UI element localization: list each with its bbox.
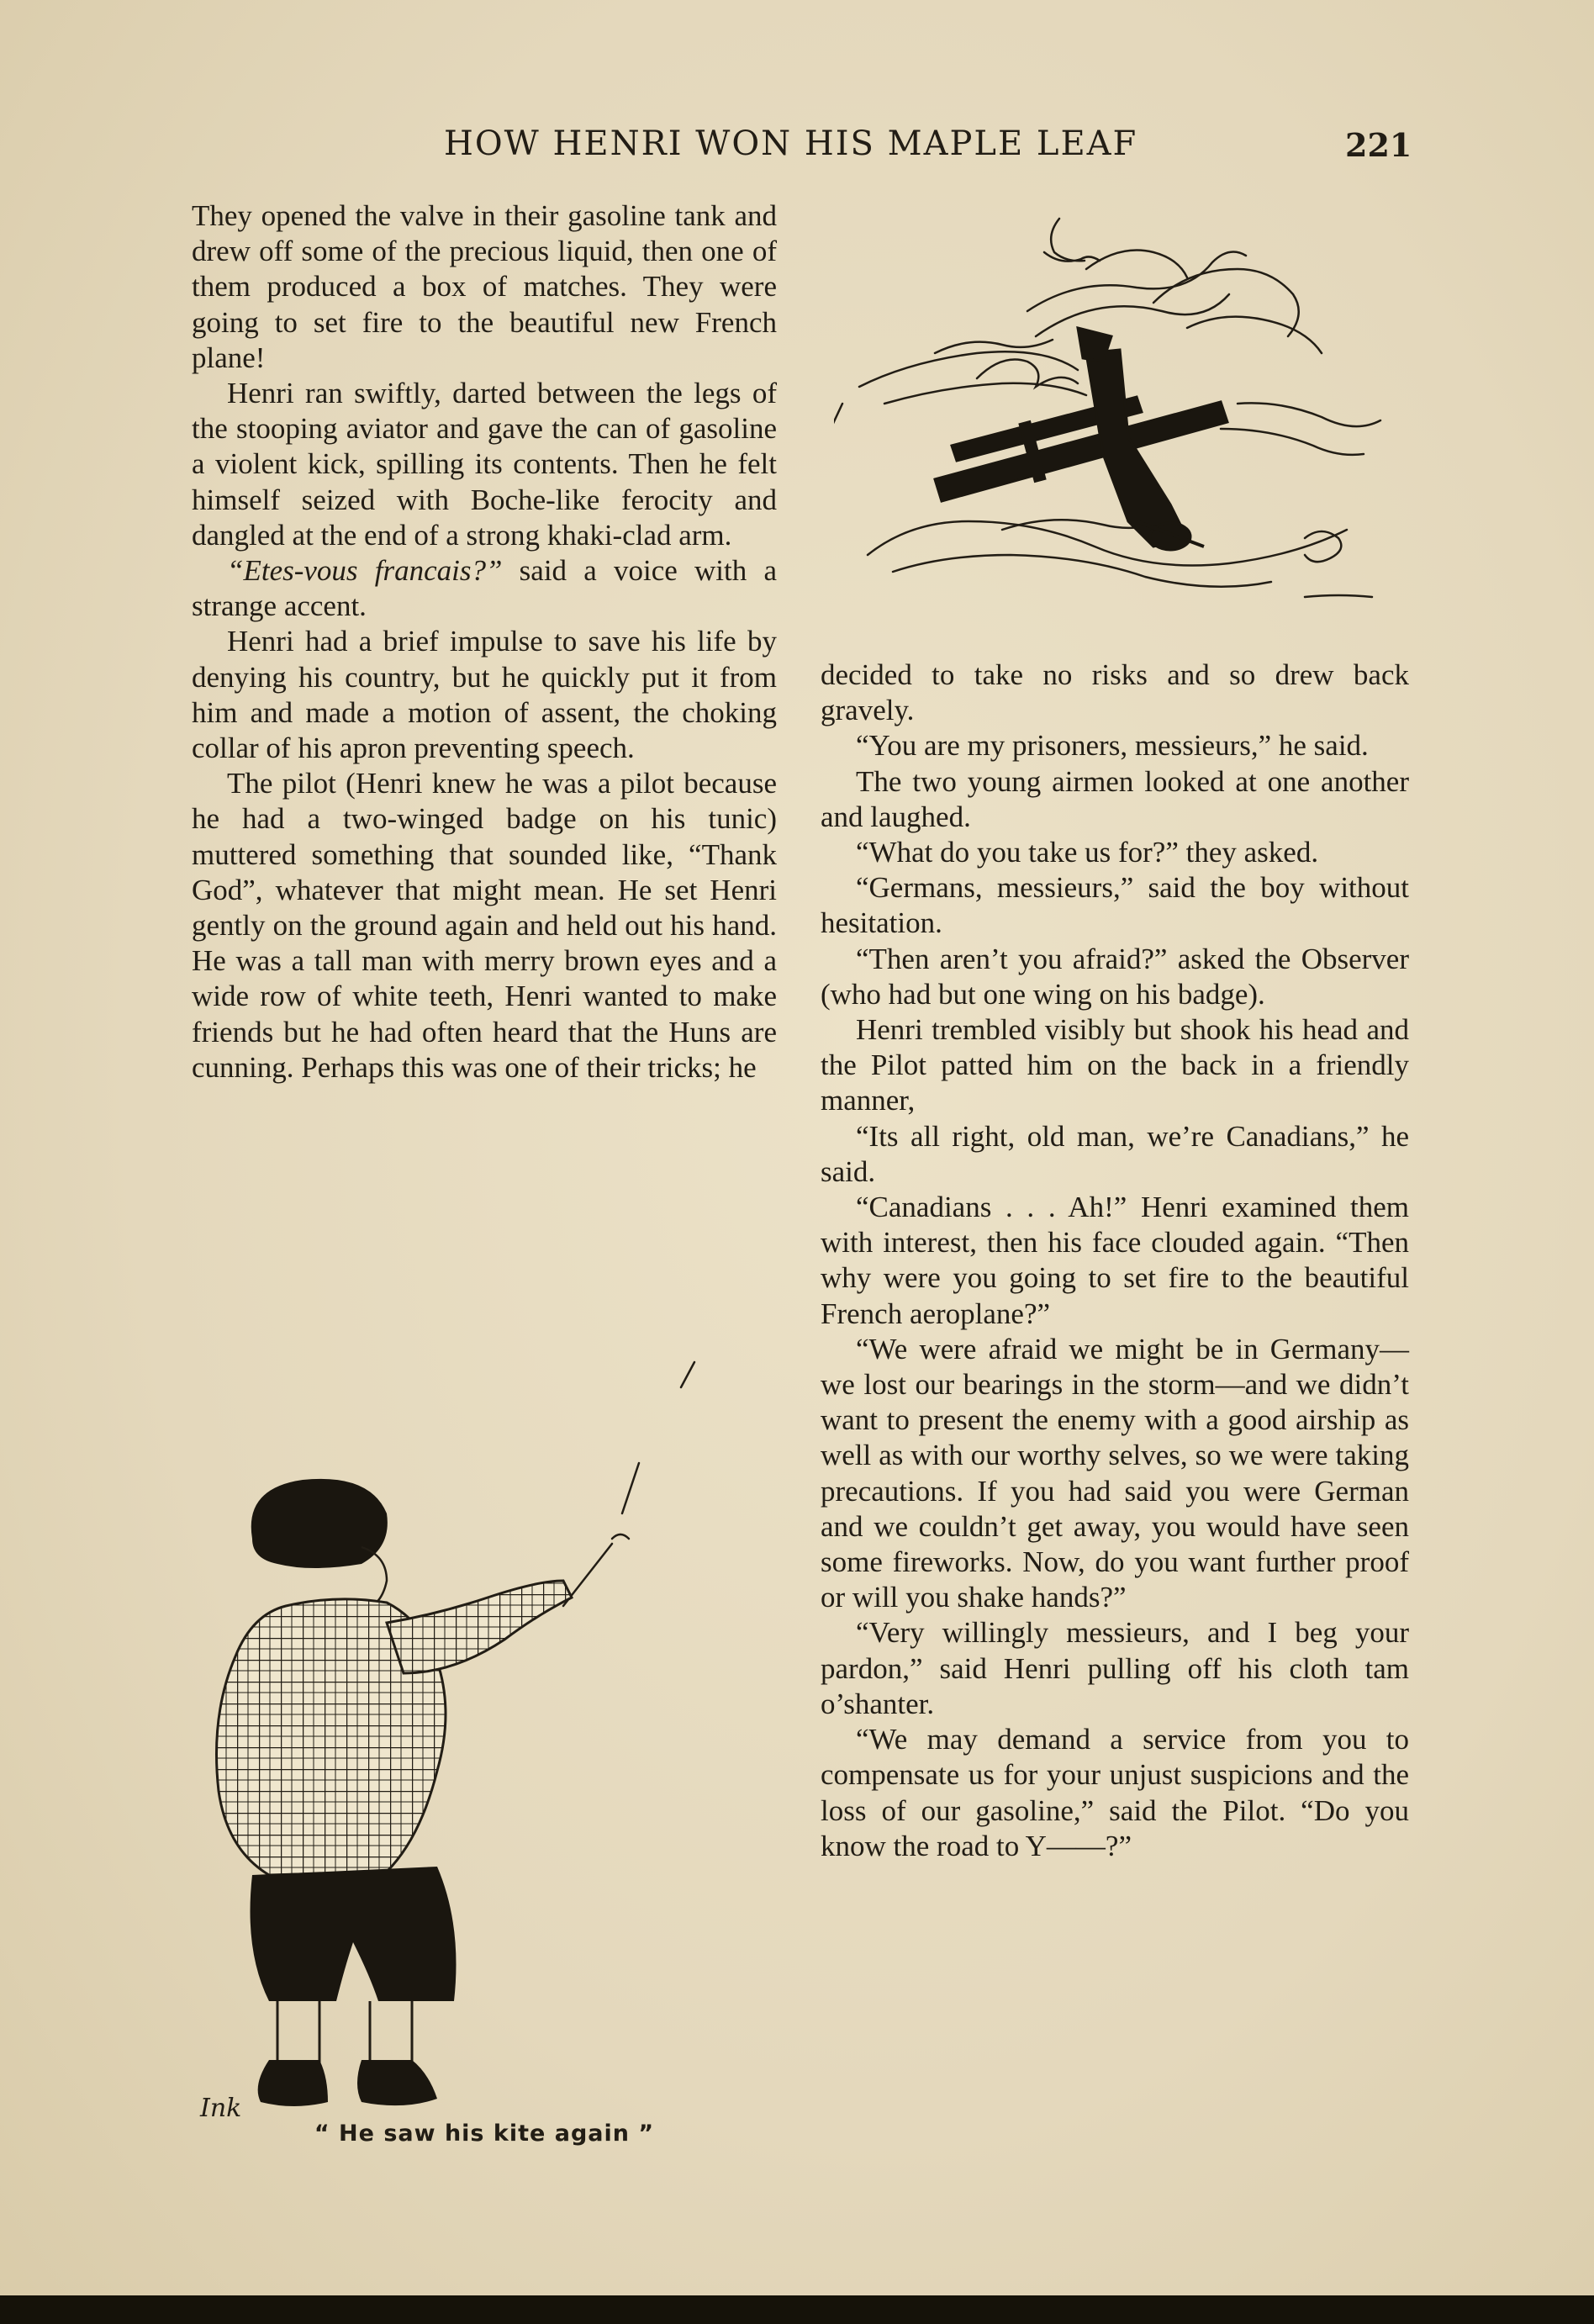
paragraph: They opened the valve in their gasoline tank and drew off some of the precious liquid, then one of them produced a box of matches. They were going to set fire to the beautiful new French plane!	[192, 199, 777, 374]
paragraph: “We may demand a service from you to compensate us for your unjust suspicions and the loss of our gasoline,” said the Pilot. “Do you know the road to Y——?”	[821, 1723, 1409, 1862]
paragraph: decided to take no risks and so drew back gravely.	[821, 658, 1409, 727]
paragraph: Henri had a brief impulse to save his life by denying his country, but he quickly put it from him and made a motion of assent, the choking collar of his apron preventing speech.	[192, 625, 777, 765]
paragraph: The pilot (Henri knew he was a pilot because he had a two-winged badge on his tunic) muttered something that sounded like, “Thank God”, whatever that might mean. He set Henri gently on the ground again and held out his hand. He was a tall man with merry brown eyes and a wide row of white teeth, Henri wanted to make friends but he had often heard that the Huns are cunning. Perhaps this was one of their tricks; he	[192, 767, 777, 1084]
boy-illustration	[193, 1354, 731, 2119]
left-column-text	[192, 198, 777, 1085]
scan-edge	[0, 2295, 1594, 2324]
paragraph: “Its all right, old man, we’re Canadians,” he said.	[821, 1119, 1409, 1188]
paragraph: “We were afraid we might be in Germany—we lost our bearings in the storm—and we didn’t want to present the enemy with a good airship as well as with our worthy selves, so we were taking precautions. If you had said you were German and we couldn’t get away, you would have seen some fireworks. Now, do you want further proof or will you shake hands?”	[821, 1332, 1409, 1614]
running-title: HOW HENRI WON HIS MAPLE LEAF	[444, 124, 1138, 163]
paragraph: Henri trembled visibly but shook his head and the Pilot patted him on the back in a friendly manner,	[821, 1013, 1409, 1117]
page-number: 221	[1345, 126, 1412, 164]
paragraph	[192, 553, 777, 624]
right-column-text	[821, 658, 1409, 1864]
paragraph: “Then aren’t you afraid?” asked the Observer (who had but one wing on his badge).	[821, 942, 1409, 1011]
paragraph: The two young airmen looked at one another and laughed.	[821, 764, 1409, 833]
biplane-illustration	[834, 202, 1406, 614]
page-header	[0, 124, 1594, 172]
french-quote: “Etes-vous francais?”	[227, 554, 503, 588]
paragraph: “You are my prisoners, messieurs,” he said.	[856, 729, 1369, 763]
paragraph: “Germans, messieurs,” said the boy without hesitation.	[821, 871, 1409, 940]
illustration-caption: “ He saw his kite again ”	[314, 2121, 655, 2147]
paragraph: Henri ran swiftly, darted between the legs of the stooping aviator and gave the can of gasoline a violent kick, spilling its contents. Then he felt himself seized with Boche-like ferocity and dangled at the end of a strong khaki-clad arm.	[192, 377, 777, 552]
paragraph: “Canadians . . . Ah!” Henri examined them with interest, then his face clouded again. “Then why were you going to set fire to the beautiful French aeroplane?”	[821, 1191, 1409, 1330]
illustrator-signature: Ink	[200, 2094, 242, 2123]
paragraph: “What do you take us for?” they asked.	[856, 836, 1319, 869]
paragraph-rest: said a voice with a strange accent.	[192, 554, 778, 623]
paragraph: “Very willingly messieurs, and I beg your pardon,” said Henri pulling off his cloth tam o’shanter.	[821, 1616, 1409, 1720]
